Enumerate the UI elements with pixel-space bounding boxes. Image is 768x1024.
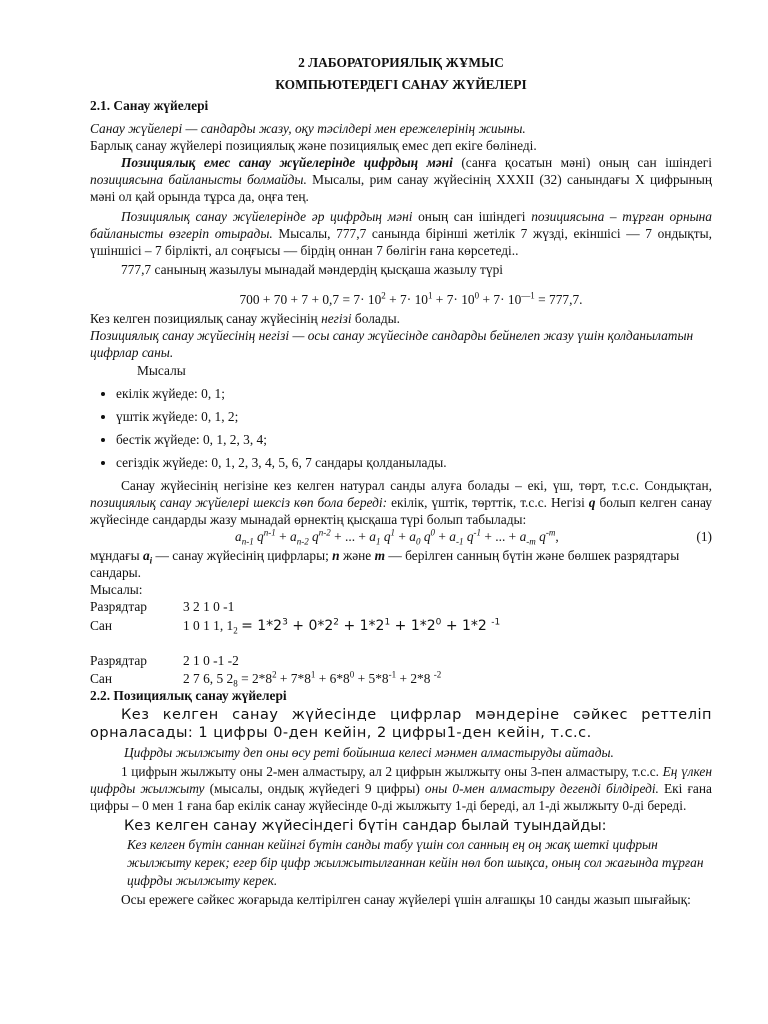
document-page — [90, 50, 712, 908]
paragraph-4: 777,7 санының жазылуы мынадай мәндердің қысқаша жазылу түрі — [121, 262, 503, 277]
formula-number: (1) — [696, 529, 712, 544]
list-item: • үштік жүйеде: 0, 1, 2; — [116, 408, 712, 425]
paragraph-6: Санау жүйесінің негізіне кез келген натурал санды алуға болады – екі, үш, төрт, т.с.с. Сондықтан, позициялық санау жүйелері шексіз көп бола береді: екілік, үштік, төрттік, т.с.с. Негізі q болып келген санау жүйесінде сандарды жазу мынадай өрнектің қысқаша түрі болып табылады: — [90, 478, 712, 527]
paragraph-3: Позициялық санау жүйелерінде әр цифрдың мәні оның сан ішіндегі позициясына – тұрған орнына байланысты өзгеріп отырады. Мысалы, 777,7 санында бірінші жетілік 7 жүзді, екіншісі — 7 ондықты, үшіншісі – 7 бірлікті, ал соңғысы — бірдің оннан 7 бөлігін ғана көрсетеді.. — [90, 209, 712, 258]
s2-rule: Кез келген бүтін саннан кейінгі бүтін санды табу үшін сол санның ең оң жақ шеткі цифрын жылжыту керек; егер бір цифр жылжытылғаннан кейін нөл боп шықса, оның сол жағында тұрған цифрды жылжыту керек. — [127, 837, 704, 888]
expansion-formula: $700 + 70 + 7 + 0,7 = 7\cdot 10^2 + 7\cdot 10^1 + 7\cdot 10^0 + 7\cdot 10^{—1} = 777,7$. — [239, 290, 583, 307]
example2-label: Мысалы: — [90, 582, 143, 597]
list-item: • сегіздік жүйеде: 0, 1, 2, 3, 4, 5, 6, 7 сандары қолданылады. — [116, 454, 712, 471]
s2-paragraph-3: Кез келген санау жүйесіндегі бүтін сандар былай туындайды: — [124, 818, 607, 834]
section-heading-2-1: 2.1. Санау жүйелері — [90, 98, 209, 113]
example-label: Мысалы — [137, 363, 186, 378]
list-item: • екілік жүйеде: 0, 1; — [116, 385, 712, 402]
ex1-digits-row: Разрядтар 3 2 1 0 -1 — [90, 599, 235, 614]
ex1-number-row: Сан 1 0 1 1, $1_2 = 1*2^3 + 0*2^2 + 1*2^1 + 1*2^0 + 1*2$ $^{-1}$ — [90, 617, 501, 636]
list-item: • бестік жүйеде: 0, 1, 2, 3, 4; — [116, 431, 712, 448]
paragraph-1: Барлық санау жүйелері позициялық және позициялық емес деп екіге бөлінеді. — [90, 138, 537, 153]
lab-subtitle: КОМПЬЮТЕРДЕГІ САНАУ ЖҮЙЕЛЕРІ — [275, 77, 527, 92]
ex2-number-row: Сан 2 7 6, 5 $2_8 = 2*8^2 + 7*8^1 + 6*8^0 + 5*8^{-1} + 2*8$ $^{-2}$ — [90, 669, 442, 689]
s2-paragraph-4: Осы ережеге сәйкес жоғарыда келтірілген санау жүйелері үшін алғашқы 10 санды жазып шығайық: — [121, 892, 691, 907]
definition-number-systems: Санау жүйелері — сандарды жазу, оқу тәсілдері мен ережелерінің жиыны. — [90, 121, 526, 136]
bullet-list — [90, 385, 712, 471]
s2-paragraph-1: Кез келген санау жүйесінде цифрлар мәндеріне сәйкес реттеліп орналасады: 1 цифры 0-ден кейін, 2 цифры1-ден кейін, т.с.с. — [90, 707, 712, 741]
ex2-digits-row: Разрядтар 2 1 0 -1 -2 — [90, 653, 239, 668]
paragraph-7: мұндағы $a_i$ — санау жүйесінің цифрлары; n және m — берілген санның бүтін және бөлшек разрядтары сандары. — [90, 548, 680, 580]
definition-base: Позициялық санау жүйесінің негізі — осы санау жүйесінде сандарды бейнелеп жазу үшін қолданылатын цифрлар саны. — [90, 328, 694, 360]
lab-title: 2 ЛАБОРАТОРИЯЛЫҚ ЖҰМЫС — [298, 55, 504, 70]
paragraph-5: Кез келген позициялық санау жүйесінің негізі болады. — [90, 311, 401, 326]
s2-paragraph-2: 1 цифрын жылжыту оны 2-мен алмастыру, ал 2 цифрын жылжыту оны 3-пен алмастыру, т.с.с. Ең үлкен цифрды жылжыту (мысалы, ондық жүйедегі 9 цифры) оны 0-мен алмастыру дегенді білдіреді. Екі ғана цифры – 0 мен 1 ғана бар екілік санау жүйесінде 0-ді жылжыту 1-ді береді, ал 1-ді жылжыту 0-ді береді. — [90, 764, 712, 813]
s2-definition-shift: Цифрды жылжыту деп оны өсу реті бойынша келесі мәнмен алмастыруды айтады. — [124, 745, 614, 760]
general-formula: $a_{n-1}$ $q^{n-1} + a_{n-2}$ $q^{n-2}$ + ... + $a_1$ $q^1 + a_0$ $q^0 + a_{-1}$ $q^{-1}$ + ... + $a_{-m}$ $q^{-m}$, (1) — [235, 527, 712, 547]
section-heading-2-2: 2.2. Позициялық санау жүйелері — [90, 688, 287, 703]
paragraph-2: Позициялық емес санау жүйелерінде цифрдың мәні (санға қосатын мәні) оның сан ішіндегі позициясына байланысты болмайды. Мысалы, рим санау жүйесінің XXXII (32) санындағы Х цифрының мәні ол қай орында тұрса да, оңға тең. — [90, 155, 712, 204]
